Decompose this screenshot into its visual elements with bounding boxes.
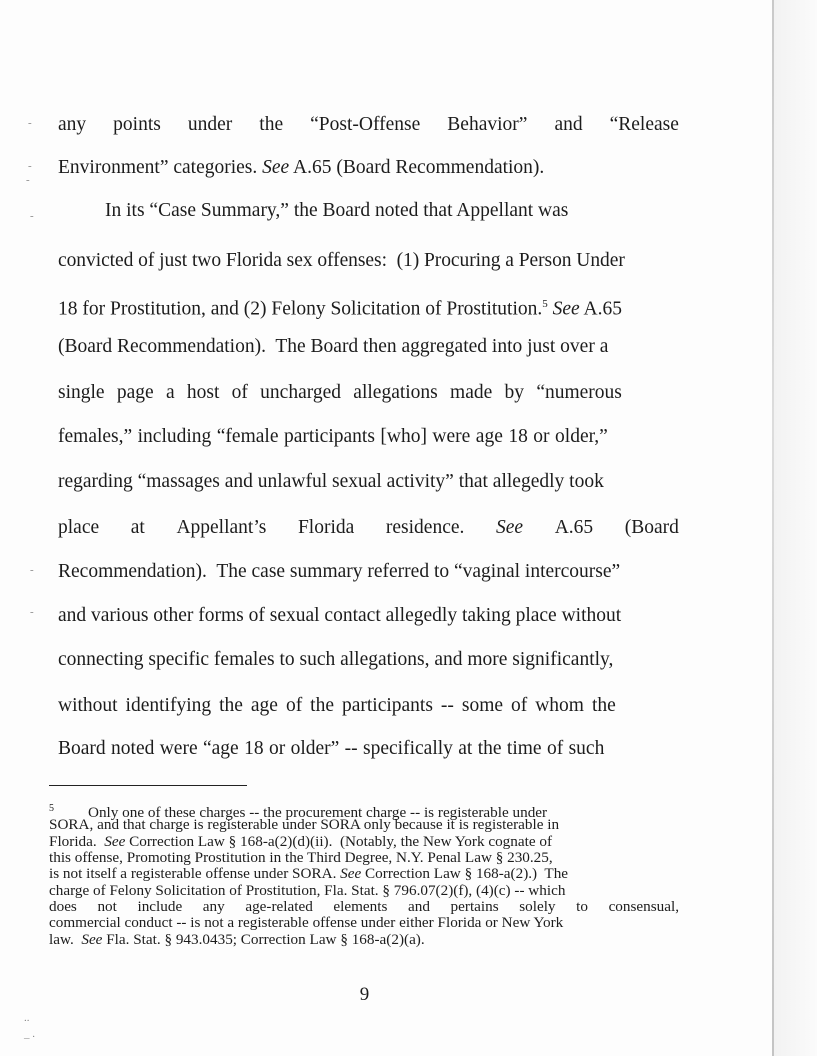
- body-line-3: [105, 199, 679, 223]
- citation-signal: See: [104, 833, 126, 850]
- body-line-5: [58, 292, 679, 322]
- footnote-line-6: [49, 883, 679, 899]
- word: does: [49, 898, 77, 915]
- text-run: In its “Case Summary,” the Board noted that Appellant was: [105, 200, 569, 221]
- text-run: connecting specific females to such allegations, and more significantly,: [58, 649, 614, 670]
- text-run: Board noted were “age 18 or older” -- specifically at the time of such: [58, 738, 605, 759]
- text-run: charge of Felony Solicitation of Prostitution, Fla. Stat. § 796.07(2)(f), (4)(c) -- which: [49, 882, 566, 899]
- footnote-line-4: [49, 850, 679, 866]
- word: consensual,: [608, 898, 679, 915]
- word: age-related: [245, 898, 313, 915]
- page-edge: [772, 0, 774, 1056]
- citation-signal: See: [496, 517, 524, 538]
- word: any: [58, 114, 87, 135]
- word: and: [554, 114, 583, 135]
- text-run: SORA, and that charge is registerable under SORA only because it is registerable in: [49, 816, 560, 833]
- body-line-7: [58, 381, 679, 405]
- citation-signal: See: [81, 931, 103, 948]
- word: at: [130, 517, 145, 538]
- word: include: [137, 898, 183, 915]
- footnote-rule: [49, 785, 247, 786]
- word: place: [58, 517, 100, 538]
- body-line-6: [58, 335, 679, 359]
- word: the: [259, 114, 284, 135]
- body-line-2: [58, 156, 679, 180]
- text-run: (Board Recommendation). The Board then aggregated into just over a: [58, 336, 609, 357]
- footnote-line-2: [49, 817, 679, 833]
- word: residence.: [385, 517, 465, 538]
- body-line-14: [58, 694, 679, 718]
- record-cite: A.65: [293, 157, 332, 178]
- text-run: females,” including “female participants [who] were age 18 or older,”: [58, 426, 608, 447]
- word: solely: [519, 898, 556, 915]
- footnote-line-8: [49, 915, 679, 931]
- text-run: single page a host of uncharged allegations made by “numerous: [58, 382, 622, 403]
- margin-mark: ..: [24, 1012, 30, 1024]
- body-line-15: [58, 737, 679, 761]
- body-line-13: [58, 648, 679, 672]
- footnote-line-3: [49, 834, 679, 850]
- record-cite: A.65: [554, 517, 594, 538]
- record-cite-parenthetical: (Board: [624, 517, 679, 538]
- text-run: 18 for Prostitution, and (2) Felony Solicitation of Prostitution.: [58, 298, 543, 320]
- margin-mark: -: [28, 160, 32, 172]
- word: to: [576, 898, 588, 915]
- word: “Release: [609, 114, 679, 135]
- text-run: convicted of just two Florida sex offenses: (1) Procuring a Person Under: [58, 250, 625, 271]
- margin-mark: -: [30, 564, 34, 576]
- word: Behavior”: [447, 114, 528, 135]
- record-cite: A.65: [583, 298, 622, 320]
- word: points: [113, 114, 161, 135]
- text-run: Correction Law § 168-a(2)(d)(ii). (Notably, the New York cognate of: [129, 833, 553, 850]
- word: not: [97, 898, 117, 915]
- margin-mark: -: [28, 117, 32, 129]
- text-run: (Board Recommendation).: [331, 157, 545, 178]
- text-run: regarding “massages and unlawful sexual activity” that allegedly took: [58, 471, 604, 492]
- text-run: Recommendation). The case summary referred to “vaginal intercourse”: [58, 561, 621, 582]
- text-run: Only one of these charges -- the procurement charge -- is registerable under: [88, 804, 548, 822]
- word: “Post-Offense: [310, 114, 421, 135]
- text-run: Correction Law § 168-a(2).) The: [365, 865, 569, 882]
- footnote-line-9: [49, 932, 679, 948]
- body-line-1: [58, 113, 679, 137]
- footnote-marker: 5: [49, 803, 54, 814]
- citation-signal: See: [340, 865, 362, 882]
- body-line-9: [58, 470, 679, 494]
- word: any: [202, 898, 225, 915]
- word: Appellant’s: [176, 517, 267, 538]
- footnote-line-7: [49, 899, 679, 915]
- word: and: [408, 898, 430, 915]
- citation-signal: See: [262, 157, 290, 178]
- text-run: Fla. Stat. § 943.0435; Correction Law § 168-a(2)(a).: [106, 931, 425, 948]
- margin-mark: -: [30, 606, 34, 618]
- word: pertains: [450, 898, 499, 915]
- body-line-4: [58, 249, 679, 273]
- margin-mark: -: [26, 174, 30, 186]
- body-line-12: [58, 604, 679, 628]
- text-run: law.: [49, 931, 74, 948]
- word: Florida: [297, 517, 355, 538]
- body-line-11: [58, 560, 679, 584]
- text-run: Florida.: [49, 833, 97, 850]
- body-line-8: [58, 425, 679, 449]
- text-run: is not itself a registerable offense under SORA.: [49, 865, 337, 882]
- margin-mark: -: [30, 210, 34, 222]
- page-edge-shadow: [774, 0, 817, 1056]
- word: elements: [333, 898, 388, 915]
- word: under: [187, 114, 233, 135]
- body-line-10: [58, 516, 679, 540]
- text-run: commercial conduct -- is not a registerable offense under either Florida or New York: [49, 914, 564, 931]
- text-run: and various other forms of sexual contact allegedly taking place without: [58, 605, 622, 626]
- text-run: without identifying the age of the participants -- some of whom the: [58, 695, 616, 716]
- citation-signal: See: [552, 298, 580, 320]
- page-number: 9: [359, 984, 370, 1005]
- margin-mark: _ .: [24, 1028, 35, 1040]
- text-run: Environment” categories.: [58, 157, 258, 178]
- footnote-reference[interactable]: 5: [542, 298, 548, 310]
- text-run: this offense, Promoting Prostitution in the Third Degree, N.Y. Penal Law § 230.25,: [49, 849, 553, 866]
- footnote-line-5: [49, 866, 679, 882]
